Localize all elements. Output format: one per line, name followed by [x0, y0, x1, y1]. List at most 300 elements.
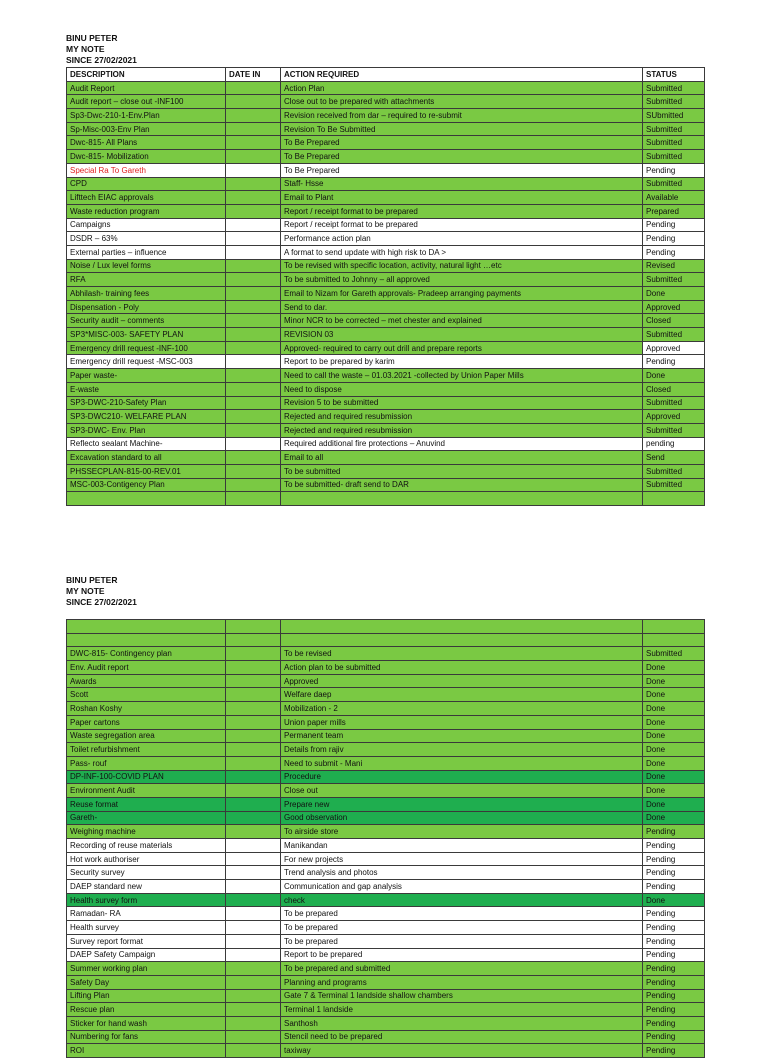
- since-date: SINCE 27/02/2021: [66, 597, 137, 607]
- action-required-cell: A format to send update with high risk to DA >: [281, 245, 643, 259]
- date-in-cell: [226, 464, 281, 478]
- description-cell: DAEP standard new: [67, 880, 226, 894]
- table-row: [67, 729, 705, 743]
- table-row: [67, 715, 705, 729]
- status-cell: Submitted: [643, 273, 705, 287]
- table-row: [67, 880, 705, 894]
- description-cell: External parties – influence: [67, 245, 226, 259]
- status-cell: Submitted: [643, 464, 705, 478]
- description-cell: Pass- rouf: [67, 756, 226, 770]
- status-cell: Pending: [643, 825, 705, 839]
- table-row: [67, 1003, 705, 1017]
- table-row: [67, 907, 705, 921]
- table-row: [67, 382, 705, 396]
- task-table-2: [66, 619, 705, 1058]
- status-cell: Submitted: [643, 328, 705, 342]
- table-row: [67, 852, 705, 866]
- action-required-cell: Minor NCR to be corrected – met chester and explained: [281, 314, 643, 328]
- action-required-cell: Report to be prepared by karim: [281, 355, 643, 369]
- status-cell: Pending: [643, 355, 705, 369]
- table-row: [67, 893, 705, 907]
- column-header-status: STATUS: [643, 68, 705, 82]
- table-row: [67, 122, 705, 136]
- action-required-cell: Gate 7 & Terminal 1 landside shallow chambers: [281, 989, 643, 1003]
- date-in-cell: [226, 259, 281, 273]
- date-in-cell: [226, 688, 281, 702]
- status-cell: Submitted: [643, 177, 705, 191]
- description-cell: DAEP Safety Campaign: [67, 948, 226, 962]
- description-cell: Hot work authoriser: [67, 852, 226, 866]
- table-row: [67, 492, 705, 506]
- table-row: [67, 273, 705, 287]
- description-cell: Emergency drill request -INF-100: [67, 341, 226, 355]
- table-row: [67, 948, 705, 962]
- table-row: [67, 674, 705, 688]
- date-in-cell: [226, 232, 281, 246]
- action-required-cell: taxiway: [281, 1044, 643, 1058]
- date-in-cell: [226, 314, 281, 328]
- date-in-cell: [226, 396, 281, 410]
- status-cell: Pending: [643, 232, 705, 246]
- action-required-cell: To be prepared and submitted: [281, 962, 643, 976]
- status-cell: Done: [643, 287, 705, 301]
- action-required-cell: To Be Prepared: [281, 136, 643, 150]
- date-in-cell: [226, 647, 281, 661]
- table-row: [67, 232, 705, 246]
- note-block-2: [66, 575, 704, 1058]
- note-title: MY NOTE: [66, 586, 105, 596]
- status-cell: Done: [643, 729, 705, 743]
- date-in-cell: [226, 770, 281, 784]
- status-cell: Done: [643, 784, 705, 798]
- table-row: [67, 962, 705, 976]
- status-cell: Pending: [643, 934, 705, 948]
- status-cell: SUbmitted: [643, 109, 705, 123]
- since-date: SINCE 27/02/2021: [66, 55, 137, 65]
- table-row: [67, 437, 705, 451]
- description-cell: ROI: [67, 1044, 226, 1058]
- date-in-cell: [226, 177, 281, 191]
- description-cell: Health survey: [67, 921, 226, 935]
- date-in-cell: [226, 300, 281, 314]
- description-cell: Sticker for hand wash: [67, 1016, 226, 1030]
- table-row: [67, 464, 705, 478]
- date-in-cell: [226, 150, 281, 164]
- status-cell: [643, 620, 705, 634]
- status-cell: Done: [643, 688, 705, 702]
- description-cell: DP-INF-100-COVID PLAN: [67, 770, 226, 784]
- description-cell: E-waste: [67, 382, 226, 396]
- date-in-cell: [226, 907, 281, 921]
- date-in-cell: [226, 797, 281, 811]
- action-required-cell: To be prepared: [281, 921, 643, 935]
- description-cell: Waste segregation area: [67, 729, 226, 743]
- table-row: [67, 369, 705, 383]
- note-title: MY NOTE: [66, 44, 105, 54]
- action-required-cell: Procedure: [281, 770, 643, 784]
- date-in-cell: [226, 1016, 281, 1030]
- date-in-cell: [226, 975, 281, 989]
- status-cell: Pending: [643, 989, 705, 1003]
- column-header-date-in: DATE IN: [226, 68, 281, 82]
- status-cell: Done: [643, 369, 705, 383]
- date-in-cell: [226, 122, 281, 136]
- description-cell: SP3-DWC-210-Safety Plan: [67, 396, 226, 410]
- action-required-cell: To be prepared: [281, 934, 643, 948]
- description-cell: Dispensation - Poly: [67, 300, 226, 314]
- description-cell: Campaigns: [67, 218, 226, 232]
- description-cell: Health survey form: [67, 893, 226, 907]
- description-cell: Excavation standard to all: [67, 451, 226, 465]
- date-in-cell: [226, 81, 281, 95]
- table-row: [67, 410, 705, 424]
- description-cell: SP3-DWC- Env. Plan: [67, 423, 226, 437]
- action-required-cell: Email to all: [281, 451, 643, 465]
- date-in-cell: [226, 218, 281, 232]
- table-row: [67, 341, 705, 355]
- action-required-cell: Required additional fire protections – Anuvind: [281, 437, 643, 451]
- action-required-cell: Email to Nizam for Gareth approvals- Pradeep arranging payments: [281, 287, 643, 301]
- date-in-cell: [226, 204, 281, 218]
- table-header-row: [67, 68, 705, 82]
- action-required-cell: Santhosh: [281, 1016, 643, 1030]
- date-in-cell: [226, 893, 281, 907]
- date-in-cell: [226, 410, 281, 424]
- table-row: [67, 259, 705, 273]
- date-in-cell: [226, 341, 281, 355]
- table-row: [67, 620, 705, 634]
- description-cell: Emergency drill request -MSC-003: [67, 355, 226, 369]
- action-required-cell: Need to submit - Mani: [281, 756, 643, 770]
- action-required-cell: Report / receipt format to be prepared: [281, 204, 643, 218]
- date-in-cell: [226, 729, 281, 743]
- action-required-cell: REVISION 03: [281, 328, 643, 342]
- date-in-cell: [226, 962, 281, 976]
- table-row: [67, 314, 705, 328]
- table-row: [67, 797, 705, 811]
- table-row: [67, 396, 705, 410]
- description-cell: Survey report format: [67, 934, 226, 948]
- date-in-cell: [226, 95, 281, 109]
- description-cell: Summer working plan: [67, 962, 226, 976]
- description-cell: Paper cartons: [67, 715, 226, 729]
- date-in-cell: [226, 136, 281, 150]
- status-cell: Done: [643, 756, 705, 770]
- description-cell: SP3*MISC-003- SAFETY PLAN: [67, 328, 226, 342]
- date-in-cell: [226, 1003, 281, 1017]
- table-row: [67, 81, 705, 95]
- description-cell: Rescue plan: [67, 1003, 226, 1017]
- action-required-cell: Planning and programs: [281, 975, 643, 989]
- table-row: [67, 784, 705, 798]
- action-required-cell: Need to call the waste – 01.03.2021 -collected by Union Paper Mills: [281, 369, 643, 383]
- status-cell: Submitted: [643, 647, 705, 661]
- action-required-cell: Action plan to be submitted: [281, 661, 643, 675]
- action-required-cell: [281, 633, 643, 647]
- action-required-cell: Stencil need to be prepared: [281, 1030, 643, 1044]
- description-cell: PHSSECPLAN-815-00-REV.01: [67, 464, 226, 478]
- action-required-cell: Union paper mills: [281, 715, 643, 729]
- table-row: [67, 109, 705, 123]
- status-cell: [643, 492, 705, 506]
- date-in-cell: [226, 163, 281, 177]
- status-cell: Submitted: [643, 396, 705, 410]
- date-in-cell: [226, 921, 281, 935]
- action-required-cell: Send to dar.: [281, 300, 643, 314]
- action-required-cell: To be submitted: [281, 464, 643, 478]
- action-required-cell: Need to dispose: [281, 382, 643, 396]
- status-cell: Approved: [643, 341, 705, 355]
- table-row: [67, 825, 705, 839]
- description-cell: Abhilash- training fees: [67, 287, 226, 301]
- status-cell: Pending: [643, 839, 705, 853]
- description-cell: Toilet refurbishment: [67, 743, 226, 757]
- description-cell: RFA: [67, 273, 226, 287]
- action-required-cell: Report / receipt format to be prepared: [281, 218, 643, 232]
- description-cell: Recording of reuse materials: [67, 839, 226, 853]
- table-row: [67, 136, 705, 150]
- table-row: [67, 163, 705, 177]
- table-row: [67, 204, 705, 218]
- action-required-cell: Performance action plan: [281, 232, 643, 246]
- description-cell: Audit report – close out -INF100: [67, 95, 226, 109]
- status-cell: [643, 633, 705, 647]
- description-cell: Reflecto sealant Machine-: [67, 437, 226, 451]
- status-cell: Pending: [643, 163, 705, 177]
- status-cell: Available: [643, 191, 705, 205]
- status-cell: Pending: [643, 962, 705, 976]
- table-row: [67, 423, 705, 437]
- description-cell: Noise / Lux level forms: [67, 259, 226, 273]
- action-required-cell: Permanent team: [281, 729, 643, 743]
- table-row: [67, 95, 705, 109]
- action-required-cell: To airside store: [281, 825, 643, 839]
- description-cell: Lifting Plan: [67, 989, 226, 1003]
- action-required-cell: Email to Plant: [281, 191, 643, 205]
- task-table-1: [66, 67, 705, 506]
- description-cell: Environment Audit: [67, 784, 226, 798]
- action-required-cell: Close out to be prepared with attachments: [281, 95, 643, 109]
- description-cell: Ramadan- RA: [67, 907, 226, 921]
- status-cell: Done: [643, 743, 705, 757]
- description-cell: Waste reduction program: [67, 204, 226, 218]
- description-cell: CPD: [67, 177, 226, 191]
- description-cell: Security audit – comments: [67, 314, 226, 328]
- description-cell: Lifttech EIAC approvals: [67, 191, 226, 205]
- table-row: [67, 975, 705, 989]
- date-in-cell: [226, 287, 281, 301]
- action-required-cell: To Be Prepared: [281, 150, 643, 164]
- description-cell: Numbering for fans: [67, 1030, 226, 1044]
- date-in-cell: [226, 989, 281, 1003]
- status-cell: Pending: [643, 245, 705, 259]
- action-required-cell: Revision To Be Submitted: [281, 122, 643, 136]
- description-cell: Sp-Misc-003-Env Plan: [67, 122, 226, 136]
- status-cell: Submitted: [643, 423, 705, 437]
- table-row: [67, 647, 705, 661]
- table-row: [67, 756, 705, 770]
- table-row: [67, 245, 705, 259]
- description-cell: MSC-003-Contigency Plan: [67, 478, 226, 492]
- description-cell: Paper waste-: [67, 369, 226, 383]
- table-row: [67, 989, 705, 1003]
- table-row: [67, 743, 705, 757]
- date-in-cell: [226, 451, 281, 465]
- status-cell: Submitted: [643, 136, 705, 150]
- status-cell: Closed: [643, 314, 705, 328]
- action-required-cell: Revision 5 to be submitted: [281, 396, 643, 410]
- action-required-cell: Approved- required to carry out drill and prepare reports: [281, 341, 643, 355]
- action-required-cell: Close out: [281, 784, 643, 798]
- status-cell: Submitted: [643, 81, 705, 95]
- column-header-description: DESCRIPTION: [67, 68, 226, 82]
- status-cell: Submitted: [643, 150, 705, 164]
- date-in-cell: [226, 369, 281, 383]
- date-in-cell: [226, 743, 281, 757]
- table-row: [67, 770, 705, 784]
- table-row: [67, 1030, 705, 1044]
- date-in-cell: [226, 1030, 281, 1044]
- status-cell: Pending: [643, 948, 705, 962]
- status-cell: Pending: [643, 218, 705, 232]
- date-in-cell: [226, 109, 281, 123]
- action-required-cell: To be submitted to Johnny – all approved: [281, 273, 643, 287]
- date-in-cell: [226, 715, 281, 729]
- date-in-cell: [226, 1044, 281, 1058]
- date-in-cell: [226, 880, 281, 894]
- action-required-cell: Prepare new: [281, 797, 643, 811]
- status-cell: Done: [643, 702, 705, 716]
- date-in-cell: [226, 825, 281, 839]
- status-cell: Pending: [643, 880, 705, 894]
- status-cell: Pending: [643, 921, 705, 935]
- status-cell: pending: [643, 437, 705, 451]
- date-in-cell: [226, 839, 281, 853]
- status-cell: Pending: [643, 1016, 705, 1030]
- status-cell: Done: [643, 797, 705, 811]
- table-row: [67, 300, 705, 314]
- date-in-cell: [226, 702, 281, 716]
- date-in-cell: [226, 811, 281, 825]
- description-cell: [67, 620, 226, 634]
- status-cell: Pending: [643, 975, 705, 989]
- table-row: [67, 177, 705, 191]
- table-row: [67, 478, 705, 492]
- description-cell: Env. Audit report: [67, 661, 226, 675]
- table-row: [67, 688, 705, 702]
- table-row: [67, 328, 705, 342]
- status-cell: Prepared: [643, 204, 705, 218]
- date-in-cell: [226, 852, 281, 866]
- action-required-cell: Report to be prepared: [281, 948, 643, 962]
- status-cell: Done: [643, 770, 705, 784]
- author-name: BINU PETER: [66, 33, 118, 43]
- column-header-action-required: ACTION REQUIRED: [281, 68, 643, 82]
- action-required-cell: check: [281, 893, 643, 907]
- description-cell: Awards: [67, 674, 226, 688]
- action-required-cell: To be revised: [281, 647, 643, 661]
- action-required-cell: To Be Prepared: [281, 163, 643, 177]
- description-cell: [67, 633, 226, 647]
- date-in-cell: [226, 866, 281, 880]
- action-required-cell: [281, 620, 643, 634]
- status-cell: Done: [643, 674, 705, 688]
- action-required-cell: Good observation: [281, 811, 643, 825]
- table-row: [67, 633, 705, 647]
- note-block-1: [66, 33, 704, 506]
- description-cell: DSDR – 63%: [67, 232, 226, 246]
- date-in-cell: [226, 191, 281, 205]
- date-in-cell: [226, 756, 281, 770]
- date-in-cell: [226, 478, 281, 492]
- table-row: [67, 921, 705, 935]
- description-cell: Dwc-815- Mobilization: [67, 150, 226, 164]
- description-cell: DWC-815- Contingency plan: [67, 647, 226, 661]
- table-row: [67, 287, 705, 301]
- status-cell: Done: [643, 893, 705, 907]
- description-cell: Special Ra To Gareth: [67, 163, 226, 177]
- status-cell: Pending: [643, 1030, 705, 1044]
- status-cell: Done: [643, 811, 705, 825]
- table-row: [67, 218, 705, 232]
- action-required-cell: Revision received from dar – required to re-submit: [281, 109, 643, 123]
- table-row: [67, 150, 705, 164]
- date-in-cell: [226, 382, 281, 396]
- action-required-cell: Trend analysis and photos: [281, 866, 643, 880]
- description-cell: Sp3-Dwc-210-1-Env.Plan: [67, 109, 226, 123]
- action-required-cell: To be prepared: [281, 907, 643, 921]
- action-required-cell: To be submitted- draft send to DAR: [281, 478, 643, 492]
- description-cell: Scott: [67, 688, 226, 702]
- action-required-cell: Details from rajiv: [281, 743, 643, 757]
- date-in-cell: [226, 661, 281, 675]
- status-cell: Closed: [643, 382, 705, 396]
- action-required-cell: Approved: [281, 674, 643, 688]
- action-required-cell: Terminal 1 landside: [281, 1003, 643, 1017]
- description-cell: Roshan Koshy: [67, 702, 226, 716]
- date-in-cell: [226, 355, 281, 369]
- date-in-cell: [226, 437, 281, 451]
- description-cell: Dwc-815- All Plans: [67, 136, 226, 150]
- description-cell: Safety Day: [67, 975, 226, 989]
- action-required-cell: Mobilization - 2: [281, 702, 643, 716]
- date-in-cell: [226, 934, 281, 948]
- date-in-cell: [226, 273, 281, 287]
- description-cell: Reuse format: [67, 797, 226, 811]
- status-cell: Submitted: [643, 478, 705, 492]
- status-cell: Pending: [643, 852, 705, 866]
- date-in-cell: [226, 423, 281, 437]
- action-required-cell: Manikandan: [281, 839, 643, 853]
- status-cell: Revised: [643, 259, 705, 273]
- status-cell: Pending: [643, 1003, 705, 1017]
- action-required-cell: [281, 492, 643, 506]
- date-in-cell: [226, 948, 281, 962]
- status-cell: Pending: [643, 866, 705, 880]
- action-required-cell: Welfare daep: [281, 688, 643, 702]
- action-required-cell: To be revised with specific location, activity, natural light …etc: [281, 259, 643, 273]
- status-cell: Approved: [643, 300, 705, 314]
- description-cell: Security survey: [67, 866, 226, 880]
- table-row: [67, 866, 705, 880]
- status-cell: Submitted: [643, 95, 705, 109]
- table-row: [67, 1044, 705, 1058]
- status-cell: Approved: [643, 410, 705, 424]
- status-cell: Done: [643, 715, 705, 729]
- date-in-cell: [226, 245, 281, 259]
- date-in-cell: [226, 492, 281, 506]
- date-in-cell: [226, 633, 281, 647]
